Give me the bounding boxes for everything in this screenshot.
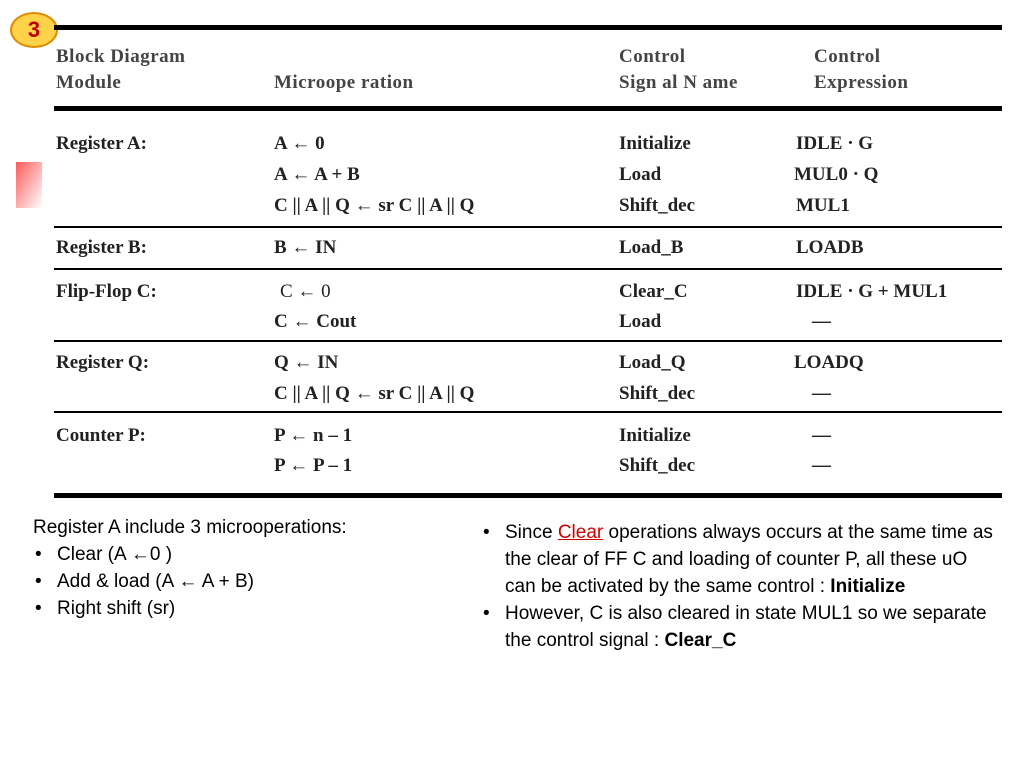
- expression-cell: IDLE · G: [796, 133, 874, 154]
- note-text: However, C is also cleared in state MUL1 so we separate the control signal :: [505, 603, 987, 651]
- decorative-red-block: [16, 162, 42, 208]
- list-item: • Add & load (A ← A + B): [33, 568, 453, 595]
- microoperation-cell: A ← A + B: [274, 164, 360, 185]
- microoperation-cell: C || A || Q ← sr C || A || Q: [274, 195, 475, 216]
- module-cell: Flip-Flop C:: [56, 281, 157, 302]
- microoperation-cell: P ← n – 1: [274, 425, 353, 446]
- microoperation-cell: Q ← IN: [274, 352, 339, 373]
- expression-cell: LOADQ: [794, 352, 864, 373]
- note-emphasis: Initialize: [830, 576, 906, 597]
- header-bottom-rule: [54, 106, 1002, 111]
- list-item: [481, 600, 1001, 654]
- note-emphasis: Clear_C: [664, 630, 737, 651]
- note-text: operations always occurs at the same time as the clear of FF C and loading of counter P, all these uO can be activated by the same control :: [505, 522, 993, 597]
- table-top-rule: [54, 25, 1002, 30]
- header-expression-line2: Expression: [814, 72, 909, 93]
- list-item: [481, 519, 1001, 600]
- signal-cell: Load_B: [619, 237, 684, 258]
- row-divider: [54, 411, 1002, 413]
- header-module-line2: Module: [56, 72, 122, 93]
- list-item: • Clear (A ←0 ): [33, 541, 453, 568]
- row-divider: [54, 226, 1002, 228]
- expression-cell: LOADB: [796, 237, 864, 258]
- signal-cell: Shift_dec: [619, 195, 695, 216]
- header-expression-line1: Control: [814, 46, 881, 67]
- signal-cell: Load_Q: [619, 352, 686, 373]
- microoperation-list: [33, 541, 453, 622]
- expression-cell: —: [812, 383, 831, 404]
- module-cell: Counter P:: [56, 425, 146, 446]
- notes-list: [481, 519, 1001, 654]
- signal-cell: Load: [619, 164, 662, 185]
- signal-cell: Clear_C: [619, 281, 688, 302]
- table-bottom-rule: [54, 493, 1002, 498]
- register-a-notes: [33, 514, 453, 622]
- expression-cell: —: [812, 455, 831, 476]
- expression-cell: IDLE · G + MUL1: [796, 281, 948, 302]
- microoperation-cell: P ← P – 1: [274, 455, 353, 476]
- clear-link[interactable]: Clear: [557, 522, 604, 543]
- microoperation-cell: C || A || Q ← sr C || A || Q: [274, 383, 475, 404]
- module-cell: Register B:: [56, 237, 147, 258]
- control-signal-notes: [481, 519, 1001, 654]
- expression-cell: MUL0 · Q: [794, 164, 879, 185]
- notes-intro: Register A include 3 microoperations:: [33, 517, 347, 538]
- microoperation-cell: A ← 0: [274, 133, 325, 154]
- row-divider: [54, 340, 1002, 342]
- signal-cell: Shift_dec: [619, 383, 695, 404]
- expression-cell: MUL1: [796, 195, 850, 216]
- header-signal-line1: Control: [619, 46, 686, 67]
- microoperation-cell: B ← IN: [274, 237, 337, 258]
- signal-cell: Initialize: [619, 133, 691, 154]
- header-module-line1: Block Diagram: [56, 46, 186, 67]
- header-microoperation: Microope ration: [274, 72, 414, 93]
- note-text: Since: [505, 522, 558, 543]
- microoperation-cell: C ← Cout: [274, 311, 357, 332]
- signal-cell: Shift_dec: [619, 455, 695, 476]
- microoperation-cell: C ← 0: [280, 281, 331, 302]
- slide-number: 3: [27, 17, 41, 42]
- module-cell: Register A:: [56, 133, 147, 154]
- signal-cell: Load: [619, 311, 662, 332]
- signal-cell: Initialize: [619, 425, 691, 446]
- expression-cell: —: [812, 425, 831, 446]
- row-divider: [54, 268, 1002, 270]
- module-cell: Register Q:: [56, 352, 150, 373]
- list-item: • Right shift (sr): [33, 595, 453, 622]
- header-signal-line2: Sign al N ame: [619, 72, 738, 93]
- expression-cell: —: [812, 311, 831, 332]
- control-signal-table: [54, 0, 1002, 500]
- slide-number-badge: [10, 12, 58, 48]
